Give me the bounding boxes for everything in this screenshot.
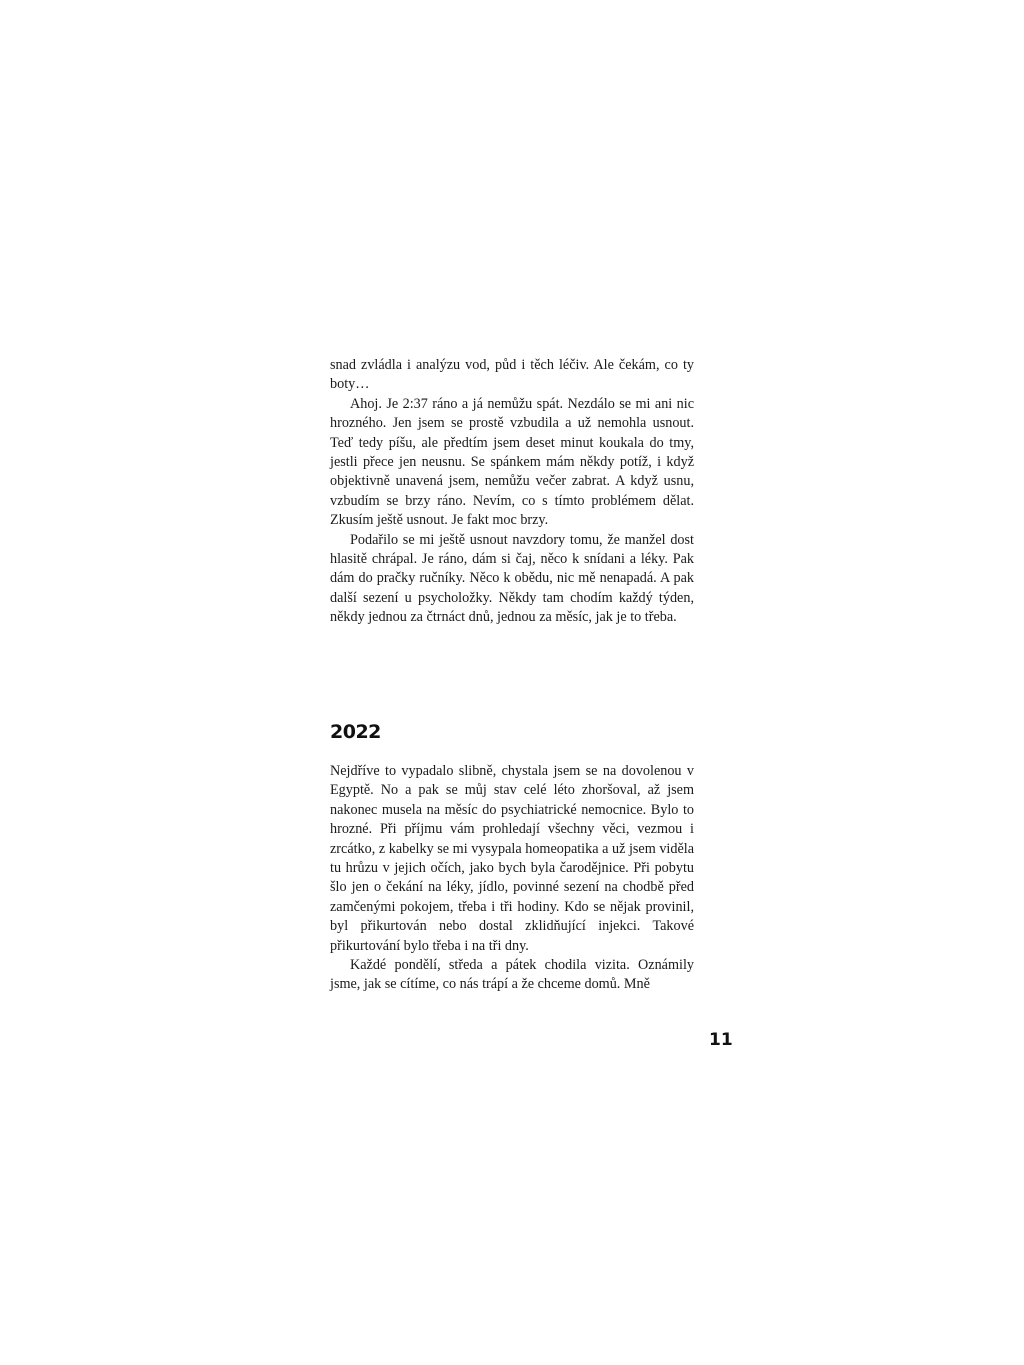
section-heading: 2022 [330,721,381,743]
paragraph: Podařilo se mi ještě usnout navzdory tomu, že manžel dost hlasitě chrápal. Je ráno, dám si čaj, něco k snídani a léky. Pak dám do pračky ručníky. Něco k obědu, nic mě nenapadá. A pak další sezení u psycholožky. Někdy tam chodím každý týden, někdy jednou za čtrnáct dnů, jednou za měsíc, jak je to třeba. [330,531,694,626]
page-number: 11 [709,1030,733,1050]
text-block-top [330,356,694,628]
paragraph: Každé pondělí, středa a pátek chodila vizita. Oznámily jsme, jak se cítíme, co nás trápí a že chceme domů. Mně [330,957,694,993]
paragraph: Ahoj. Je 2:37 ráno a já nemůžu spát. Nezdálo se mi ani nic hrozného. Jen jsem se prostě vzbudila a už nemohla usnout. Teď tedy píšu, ale předtím jsem deset minut koukala do tmy, jestli přece jen neusnu. Se spánkem mám někdy potíž, i když objektivně unavená jsem, nemůžu večer zabrat. A když usnu, vzbudím se brzy ráno. Nevím, co s tímto problémem dělat. Zkusím ještě usnout. Je fakt moc brzy. [330,395,694,529]
paragraph-continuation: snad zvládla i analýzu vod, půd i těch léčiv. Ale čekám, co ty boty… [330,357,694,393]
paragraph: Nejdříve to vypadalo slibně, chystala jsem se na dovolenou v Egyptě. No a pak se můj stav celé léto zhoršoval, až jsem nakonec musela na měsíc do psychiatrické nemocnice. Bylo to hrozné. Při příjmu vám prohledají všechny věci, vezmou i zrcátko, z kabelky se mi vysypala homeopatika a už jsem viděla tu hrůzu v jejich očích, jako bych byla čarodějnice. Při pobytu šlo jen o čekání na léky, jídlo, povinné sezení na chodbě před zamčenými pokojem, třeba i tři hodiny. Kdo se nějak provinil, byl přikurtován nebo dostal zklidňující injekci. Takové přikurtování bylo třeba i na tři dny. [330,763,694,954]
text-block-bottom [330,762,694,995]
